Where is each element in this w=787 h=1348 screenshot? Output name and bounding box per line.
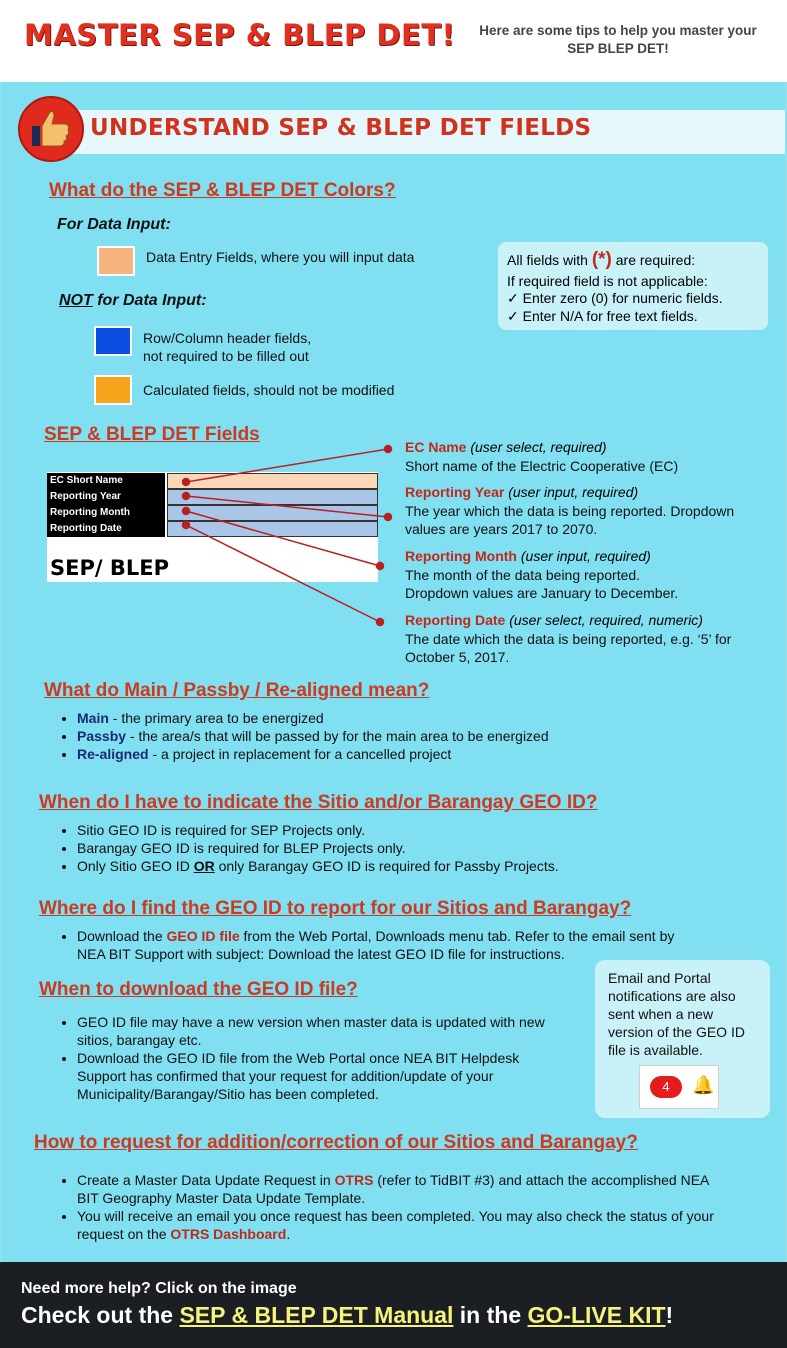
month-label: Reporting Month bbox=[405, 548, 517, 564]
list-item bbox=[77, 745, 757, 763]
main-term: Main bbox=[77, 710, 109, 726]
month-desc-2: Dropdown values are January to December. bbox=[405, 585, 679, 601]
dl-b1-line-1: GEO ID file may have a new version when master data is updated with new bbox=[77, 1014, 545, 1030]
or-pre: Only Sitio GEO ID bbox=[77, 858, 194, 874]
list-item bbox=[77, 857, 777, 875]
tips-line-2: SEP BLEP DET! bbox=[567, 41, 669, 56]
ec-name-title bbox=[405, 439, 678, 457]
notification-widget[interactable] bbox=[639, 1065, 719, 1109]
page-title: MASTER SEP & BLEP DET! bbox=[24, 18, 456, 52]
ec-name-field-info bbox=[405, 439, 678, 475]
dl-b1-line-2: sitios, barangay etc. bbox=[77, 1032, 202, 1048]
geo-find-list bbox=[57, 927, 777, 963]
year-field-info bbox=[405, 484, 734, 538]
go-live-kit-link[interactable]: GO-LIVE KIT bbox=[527, 1302, 666, 1328]
list-item bbox=[77, 1207, 777, 1243]
required-star: (*) bbox=[591, 249, 612, 270]
list-item: • Barangay GEO ID is required for BLEP Projects only. bbox=[77, 839, 777, 857]
main-passby-list bbox=[57, 709, 757, 763]
list-item: • Sitio GEO ID is required for SEP Projects only. bbox=[77, 821, 777, 839]
required-line-2: If required field is not applicable: bbox=[507, 273, 708, 289]
list-item bbox=[77, 727, 757, 745]
list-item bbox=[77, 1171, 777, 1207]
email-line-3: sent when a new bbox=[608, 1006, 714, 1022]
ec-name-note: (user select, required) bbox=[466, 439, 607, 455]
ec-name-label: EC Name bbox=[405, 439, 467, 455]
req-b1-post: (refer to TidBIT #3) and attach the accomplished NEA bbox=[373, 1172, 710, 1188]
tips-line-1: Here are some tips to help you master your bbox=[479, 23, 757, 38]
footer-pre: Check out the bbox=[21, 1302, 180, 1328]
for-input-heading: For Data Input: bbox=[57, 216, 171, 233]
passby-term: Passby bbox=[77, 728, 127, 744]
det-table-caption: SEP/ BLEP bbox=[50, 556, 169, 580]
header-desc-line-1: Row/Column header fields, bbox=[143, 330, 312, 346]
main-desc: - the primary area to be energized bbox=[108, 710, 324, 726]
list-item bbox=[77, 1013, 597, 1049]
ec-name-desc: Short name of the Electric Cooperative (EC) bbox=[405, 458, 679, 474]
dl-b2-line-2: Support has confirmed that your request for addition/update of your bbox=[77, 1068, 494, 1084]
not-input-rest: for Data Input: bbox=[92, 292, 207, 309]
req-b1-line-2: BIT Geography Master Data Update Template. bbox=[77, 1190, 366, 1206]
geo-indicate-list bbox=[57, 821, 777, 875]
det-label-month: Reporting Month bbox=[47, 505, 165, 521]
list-item bbox=[77, 927, 777, 963]
date-title bbox=[405, 612, 731, 630]
main-passby-heading: What do Main / Passby / Re-aligned mean? bbox=[44, 680, 430, 701]
required-post: are required: bbox=[611, 252, 696, 268]
det-label-ec: EC Short Name bbox=[47, 473, 165, 489]
calculated-desc: Calculated fields, should not be modified bbox=[143, 382, 395, 398]
geo-find-pre: Download the bbox=[77, 928, 167, 944]
notification-badge: 4 bbox=[650, 1076, 682, 1098]
date-desc-2: October 5, 2017. bbox=[405, 649, 510, 665]
dl-b2-line-3: Municipality/Barangay/Sitio has been completed. bbox=[77, 1086, 379, 1102]
email-box-text bbox=[608, 969, 745, 1059]
geo-indicate-heading: When do I have to indicate the Sitio and/or Barangay GEO ID? bbox=[39, 792, 598, 813]
footer-post: ! bbox=[665, 1302, 674, 1328]
realigned-term: Re-aligned bbox=[77, 746, 149, 762]
realigned-desc: - a project in replacement for a cancelled project bbox=[148, 746, 452, 762]
manual-callout bbox=[21, 1302, 673, 1329]
req-b2-line-1: You will receive an email you once request has been completed. You may also check the status of your bbox=[77, 1208, 714, 1224]
email-line-1: Email and Portal bbox=[608, 970, 711, 986]
month-desc-1: The month of the data being reported. bbox=[405, 567, 641, 583]
dl-b2-line-1: Download the GEO ID file from the Web Portal once NEA BIT Helpdesk bbox=[77, 1050, 520, 1066]
section-title: UNDERSTAND SEP & BLEP DET FIELDS bbox=[90, 115, 592, 141]
or-post: only Barangay GEO ID is required for Passby Projects. bbox=[214, 858, 559, 874]
required-bullet-1-text: Enter zero (0) for numeric fields. bbox=[522, 290, 723, 306]
geo-find-heading: Where do I find the GEO ID to report for our Sitios and Barangay? bbox=[39, 898, 632, 919]
or-word: OR bbox=[193, 858, 215, 874]
det-label-year: Reporting Year bbox=[47, 489, 165, 505]
required-pre: All fields with bbox=[507, 252, 592, 268]
footer-mid: in the bbox=[453, 1302, 528, 1328]
year-desc-1: The year which the data is being reported. Dropdown bbox=[405, 503, 735, 519]
fields-heading: SEP & BLEP DET Fields bbox=[44, 424, 260, 445]
geo-download-heading: When to download the GEO ID file? bbox=[39, 979, 358, 1000]
date-desc-1: The date which the data is being reported, e.g. ‘5’ for bbox=[405, 631, 732, 647]
header-desc-line-2: not required to be filled out bbox=[143, 348, 309, 364]
month-title bbox=[405, 548, 678, 566]
year-label: Reporting Year bbox=[405, 484, 505, 500]
geo-find-line-2: NEA BIT Support with subject: Download the latest GEO ID file for instructions. bbox=[77, 946, 565, 962]
list-item bbox=[77, 709, 757, 727]
list-item bbox=[77, 1049, 597, 1103]
required-bullet-2-text: Enter N/A for free text fields. bbox=[522, 308, 698, 324]
bell-icon: 🔔 bbox=[692, 1075, 715, 1095]
manual-link[interactable]: SEP & BLEP DET Manual bbox=[179, 1302, 454, 1328]
det-label-date: Reporting Date bbox=[47, 521, 165, 537]
geo-id-file-link[interactable]: GEO ID file bbox=[166, 928, 240, 944]
passby-desc: - the area/s that will be passed by for the main area to be energized bbox=[126, 728, 549, 744]
email-line-4: version of the GEO ID bbox=[608, 1024, 745, 1040]
otrs-link[interactable]: OTRS bbox=[334, 1172, 374, 1188]
month-field-info bbox=[405, 548, 678, 602]
year-note: (user input, required) bbox=[504, 484, 639, 500]
otrs-dashboard-link[interactable]: OTRS Dashboard bbox=[170, 1226, 287, 1242]
date-note: (user select, required, numeric) bbox=[505, 612, 703, 628]
email-line-2: notifications are also bbox=[608, 988, 736, 1004]
date-field-info bbox=[405, 612, 731, 666]
month-note: (user input, required) bbox=[516, 548, 651, 564]
req-b2-post: . bbox=[286, 1226, 291, 1242]
req-b2-pre: request on the bbox=[77, 1226, 171, 1242]
data-entry-desc: Data Entry Fields, where you will input data bbox=[146, 249, 415, 265]
check-icon: ✓ bbox=[507, 308, 523, 324]
req-b1-pre: Create a Master Data Update Request in bbox=[77, 1172, 335, 1188]
check-icon: ✓ bbox=[507, 290, 523, 306]
email-line-5: file is available. bbox=[608, 1042, 703, 1058]
year-desc-2: values are years 2017 to 2070. bbox=[405, 521, 598, 537]
help-text: Need more help? Click on the image bbox=[21, 1280, 297, 1297]
not-word: NOT bbox=[59, 292, 93, 309]
geo-download-list bbox=[57, 1013, 597, 1103]
colors-heading: What do the SEP & BLEP DET Colors? bbox=[49, 180, 396, 201]
date-label: Reporting Date bbox=[405, 612, 506, 628]
geo-find-post: from the Web Portal, Downloads menu tab. Refer to the email sent by bbox=[239, 928, 675, 944]
year-title bbox=[405, 484, 734, 502]
request-heading: How to request for addition/correction of our Sitios and Barangay? bbox=[34, 1132, 638, 1153]
request-list bbox=[57, 1171, 777, 1243]
